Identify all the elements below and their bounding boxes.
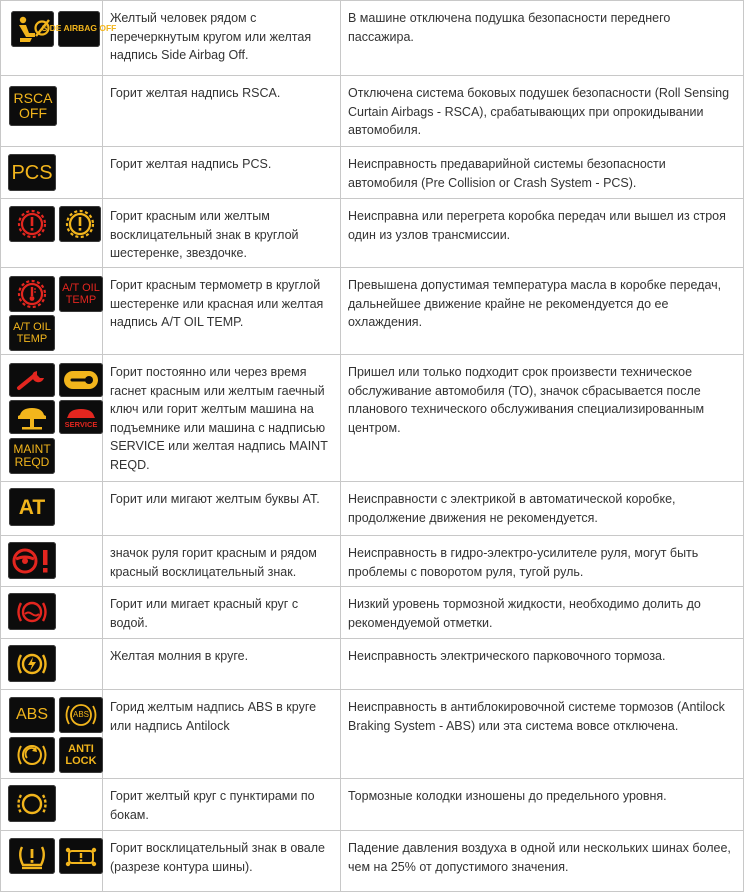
meaning-text: Неисправность электрического парковочного тормоза. (348, 649, 666, 663)
meaning-text: Неисправна или перегрета коробка передач или вышел из строя один из узлов трансмиссии. (348, 209, 726, 242)
meaning-text: Низкий уровень тормозной жидкости, необходимо долить до рекомендуемой отметки. (348, 597, 701, 630)
description-text: Горит желтая надпись RSCA. (110, 86, 281, 100)
description-text: Горит или мигает красный круг с водой. (110, 597, 299, 630)
icon-cell (1, 199, 103, 268)
table-row (1, 147, 744, 199)
steering-wheel-warning-icon (8, 542, 56, 579)
meaning-cell (341, 779, 744, 831)
meaning-cell (341, 268, 744, 355)
icon-cell (1, 355, 103, 482)
at-oil-temp-amber-icon: A/T OIL TEMP (9, 315, 55, 351)
table-row (1, 587, 744, 639)
icon-cell (1, 779, 103, 831)
description-cell (103, 76, 341, 147)
description-text: Горид желтым надпись ABS в круге или надпись Antilock (110, 700, 317, 733)
antilock-circle-icon (9, 737, 55, 773)
table-row (1, 268, 744, 355)
description-cell (103, 199, 341, 268)
brake-fluid-icon (8, 593, 56, 630)
pcs-icon: PCS (8, 154, 56, 191)
description-text: Горит красным или желтым восклицательный знак в круглой шестеренке, звездочке. (110, 209, 299, 260)
table-row (1, 639, 744, 690)
meaning-cell (341, 76, 744, 147)
description-cell (103, 639, 341, 690)
icon-cell (1, 76, 103, 147)
meaning-text: Тормозные колодки изношены до предельного уровня. (348, 789, 667, 803)
description-text: значок руля горит красным и рядом красный восклицательный знак. (110, 546, 317, 579)
meaning-text: Неисправность в гидро-электро-усилителе руля, могут быть проблемы с поворотом руля, тугой руль. (348, 546, 699, 579)
rsca-off-icon: RSCA OFF (9, 86, 57, 126)
meaning-cell (341, 1, 744, 76)
table-row (1, 831, 744, 892)
meaning-cell (341, 536, 744, 587)
description-text: Желтый человек рядом с перечеркнутым кругом или желтая надпись Side Airbag Off. (110, 11, 312, 62)
description-text: Горит восклицательный знак в овале (разрезе контура шины). (110, 841, 326, 874)
description-text: Желтая молния в круге. (110, 649, 249, 663)
description-cell (103, 690, 341, 779)
meaning-cell (341, 147, 744, 199)
description-cell (103, 587, 341, 639)
anti-lock-text-icon: ANTI LOCK (59, 737, 103, 773)
transmission-warning-red-icon (9, 206, 55, 242)
tire-pressure-icon (9, 838, 55, 874)
abs-text-icon: ABS (9, 697, 55, 733)
icon-cell (1, 147, 103, 199)
description-cell (103, 1, 341, 76)
meaning-cell (341, 199, 744, 268)
description-cell (103, 482, 341, 536)
description-text: Горит желтая надпись PCS. (110, 157, 272, 171)
tire-pressure-car-icon (59, 838, 103, 874)
icon-cell (1, 536, 103, 587)
meaning-cell (341, 690, 744, 779)
meaning-cell (341, 831, 744, 892)
table-row (1, 536, 744, 587)
meaning-cell (341, 587, 744, 639)
meaning-text: Отключена система боковых подушек безопасности (Roll Sensing Curtain Airbags - RSCA), срабатывающих при опрокидывании автомобиля. (348, 86, 730, 137)
meaning-text: Неисправности с электрикой в автоматической коробке, продолжение движения не рекомендуется. (348, 492, 676, 525)
table-row (1, 779, 744, 831)
wrench-amber-icon (59, 363, 103, 397)
meaning-text: Пришел или только подходит срок произвести техническое обслуживание автомобиля (ТО), значок сбрасывается после планового технического обслуживания специализированным центром. (348, 365, 705, 435)
transmission-warning-amber-icon (59, 206, 101, 242)
electric-parking-brake-icon (8, 645, 56, 682)
description-cell (103, 536, 341, 587)
meaning-cell (341, 355, 744, 482)
table-row (1, 76, 744, 147)
meaning-text: Неисправность предаварийной системы безопасности автомобиля (Pre Collision or Crash System - PCS). (348, 157, 666, 190)
at-icon: AT (9, 488, 55, 526)
meaning-cell (341, 639, 744, 690)
description-text: Горит желтый круг с пунктирами по бокам. (110, 789, 315, 822)
meaning-text: Падение давления воздуха в одной или нескольких шинах более, чем на 25% от допустимого значения. (348, 841, 731, 874)
side-airbag-off-icon: SIDE AIRBAG OFF (58, 11, 100, 47)
car-service-icon: SERVICE (59, 400, 103, 434)
meaning-text: Неисправность в антиблокировочной системе тормозов (Antilock Braking System - ABS) или эта система вовсе отключена. (348, 700, 725, 733)
description-cell (103, 355, 341, 482)
maint-reqd-icon: MAINT REQD (9, 438, 55, 474)
at-oil-temp-red-icon: A/T OIL TEMP (59, 276, 103, 312)
description-cell (103, 831, 341, 892)
description-cell (103, 268, 341, 355)
meaning-text: Превышена допустимая температура масла в коробке передач, дальнейшее движение крайне не рекомендуется до ее охлаждения. (348, 278, 722, 329)
table-row (1, 199, 744, 268)
table-row (1, 482, 744, 536)
icon-cell (1, 831, 103, 892)
table-row (1, 1, 744, 76)
icon-cell (1, 482, 103, 536)
table-row (1, 355, 744, 482)
meaning-cell (341, 482, 744, 536)
description-text: Горит или мигают желтым буквы AT. (110, 492, 320, 506)
brake-pad-wear-icon (8, 785, 56, 822)
icon-cell (1, 639, 103, 690)
description-text: Горит красным термометр в круглой шестеренке или красная или желтая надпись A/T OIL TEMP. (110, 278, 324, 329)
icon-cell (1, 268, 103, 355)
description-text: Горит постоянно или через время гаснет красным или желтым гаечный ключ или горит желтым машина на подъемнике или машина с надписью SERVICE или желтая надпись MAINT REQD. (110, 365, 328, 472)
table-row (1, 690, 744, 779)
meaning-text: В машине отключена подушка безопасности переднего пассажира. (348, 11, 671, 44)
description-cell (103, 779, 341, 831)
car-on-lift-icon (9, 400, 55, 434)
description-cell (103, 147, 341, 199)
abs-circle-icon: ABS (59, 697, 103, 733)
transmission-temperature-icon (9, 276, 55, 312)
icon-cell (1, 690, 103, 779)
icon-cell (1, 587, 103, 639)
wrench-red-icon (9, 363, 55, 397)
icon-cell (1, 1, 117, 76)
